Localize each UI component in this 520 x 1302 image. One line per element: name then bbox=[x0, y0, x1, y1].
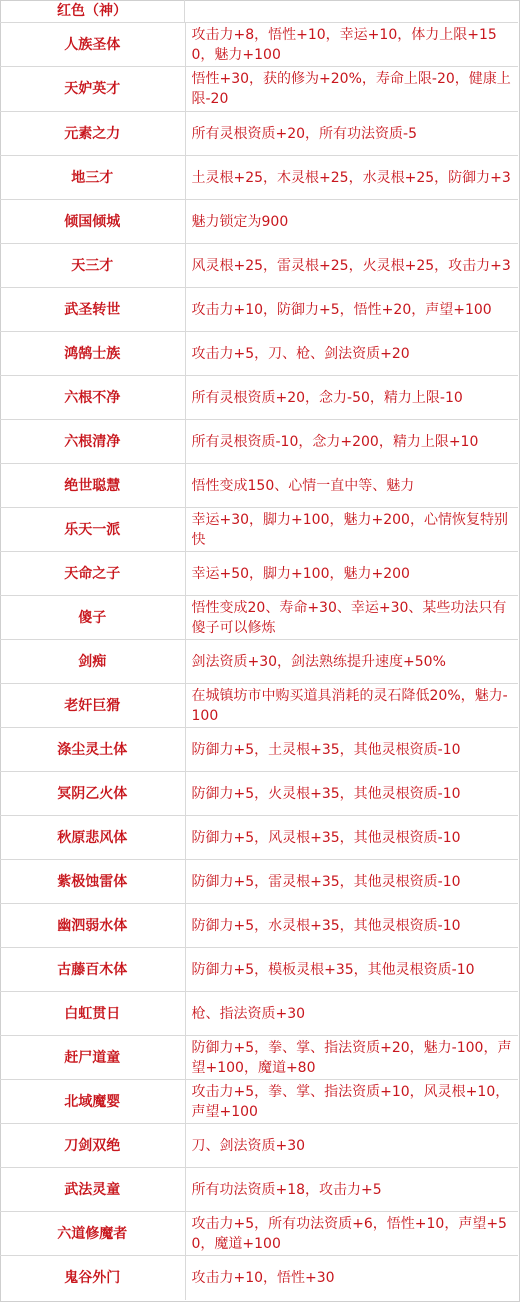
trait-effect: 幸运+50，脚力+100，魅力+200 bbox=[185, 552, 518, 596]
trait-name: 天三才 bbox=[0, 244, 185, 288]
trait-name: 涤尘灵土体 bbox=[0, 728, 185, 772]
trait-name: 赶尸道童 bbox=[0, 1036, 185, 1080]
table-row bbox=[0, 1168, 518, 1212]
trait-effect: 防御力+5，模板灵根+35，其他灵根资质-10 bbox=[185, 948, 518, 992]
trait-effect: 攻击力+10，悟性+30 bbox=[185, 1256, 518, 1300]
trait-effect: 所有功法资质+18，攻击力+5 bbox=[185, 1168, 518, 1212]
trait-effect: 在城镇坊市中购买道具消耗的灵石降低20%，魅力-100 bbox=[185, 684, 518, 728]
trait-name: 天妒英才 bbox=[0, 67, 185, 112]
trait-name: 秋原悲风体 bbox=[0, 816, 185, 860]
table-title: 红色（神） bbox=[0, 0, 185, 22]
trait-name: 武法灵童 bbox=[0, 1168, 185, 1212]
table-row bbox=[0, 772, 518, 816]
table-row bbox=[0, 904, 518, 948]
table-row bbox=[0, 420, 518, 464]
table-row bbox=[0, 1124, 518, 1168]
table-row bbox=[0, 816, 518, 860]
trait-name: 倾国倾城 bbox=[0, 200, 185, 244]
trait-name: 武圣转世 bbox=[0, 288, 185, 332]
table-row bbox=[0, 156, 518, 200]
traits-table bbox=[0, 22, 518, 1300]
table-row bbox=[0, 376, 518, 420]
table-row bbox=[0, 23, 518, 67]
table-row bbox=[0, 596, 518, 640]
table-row bbox=[0, 684, 518, 728]
table-row bbox=[0, 948, 518, 992]
trait-name: 人族圣体 bbox=[0, 23, 185, 67]
trait-name: 北域魔婴 bbox=[0, 1080, 185, 1124]
table-row bbox=[0, 1212, 518, 1256]
trait-effect: 攻击力+10，防御力+5，悟性+20，声望+100 bbox=[185, 288, 518, 332]
table-row bbox=[0, 288, 518, 332]
table-row bbox=[0, 200, 518, 244]
table-row bbox=[0, 992, 518, 1036]
trait-effect: 所有灵根资质+20，所有功法资质-5 bbox=[185, 112, 518, 156]
trait-effect: 幸运+30，脚力+100，魅力+200，心情恢复特别快 bbox=[185, 508, 518, 552]
trait-name: 地三才 bbox=[0, 156, 185, 200]
trait-effect: 所有灵根资质-10，念力+200，精力上限+10 bbox=[185, 420, 518, 464]
trait-effect: 悟性+30，获的修为+20%，寿命上限-20，健康上限-20 bbox=[185, 67, 518, 112]
trait-effect: 攻击力+5，拳、掌、指法资质+10，风灵根+10，声望+100 bbox=[185, 1080, 518, 1124]
trait-effect: 悟性变成150、心情一直中等、魅力 bbox=[185, 464, 518, 508]
trait-effect: 魅力锁定为900 bbox=[185, 200, 518, 244]
trait-effect: 所有灵根资质+20，念力-50，精力上限-10 bbox=[185, 376, 518, 420]
table-row bbox=[0, 860, 518, 904]
trait-name: 绝世聪慧 bbox=[0, 464, 185, 508]
trait-name: 幽泗弱水体 bbox=[0, 904, 185, 948]
trait-name: 六根清净 bbox=[0, 420, 185, 464]
trait-effect: 防御力+5，水灵根+35，其他灵根资质-10 bbox=[185, 904, 518, 948]
trait-name: 傻子 bbox=[0, 596, 185, 640]
trait-name: 六根不净 bbox=[0, 376, 185, 420]
trait-name: 乐天一派 bbox=[0, 508, 185, 552]
trait-name: 刀剑双绝 bbox=[0, 1124, 185, 1168]
trait-effect: 刀、剑法资质+30 bbox=[185, 1124, 518, 1168]
trait-name: 剑痴 bbox=[0, 640, 185, 684]
trait-name: 古藤百木体 bbox=[0, 948, 185, 992]
traits-table-body bbox=[0, 23, 518, 1300]
trait-effect: 防御力+5，雷灵根+35，其他灵根资质-10 bbox=[185, 860, 518, 904]
trait-effect: 攻击力+5，刀、枪、剑法资质+20 bbox=[185, 332, 518, 376]
trait-effect: 土灵根+25，木灵根+25，水灵根+25，防御力+3 bbox=[185, 156, 518, 200]
table-row bbox=[0, 508, 518, 552]
trait-effect: 防御力+5，风灵根+35，其他灵根资质-10 bbox=[185, 816, 518, 860]
table-row bbox=[0, 1256, 518, 1300]
table-row bbox=[0, 464, 518, 508]
trait-effect: 悟性变成20、寿命+30、幸运+30、某些功法只有傻子可以修炼 bbox=[185, 596, 518, 640]
table-row bbox=[0, 640, 518, 684]
table-row bbox=[0, 244, 518, 288]
trait-name: 鸿鹄士族 bbox=[0, 332, 185, 376]
trait-effect: 防御力+5，火灵根+35，其他灵根资质-10 bbox=[185, 772, 518, 816]
table-row bbox=[0, 112, 518, 156]
trait-name: 鬼谷外门 bbox=[0, 1256, 185, 1300]
trait-name: 紫极蚀雷体 bbox=[0, 860, 185, 904]
trait-name: 冥阴乙火体 bbox=[0, 772, 185, 816]
table-row bbox=[0, 552, 518, 596]
table-header bbox=[0, 0, 518, 22]
table-row bbox=[0, 1080, 518, 1124]
trait-name: 白虹贯日 bbox=[0, 992, 185, 1036]
trait-name: 老奸巨猾 bbox=[0, 684, 185, 728]
table-row bbox=[0, 67, 518, 112]
trait-effect: 风灵根+25，雷灵根+25，火灵根+25，攻击力+3 bbox=[185, 244, 518, 288]
table-row bbox=[0, 1036, 518, 1080]
trait-effect: 防御力+5，土灵根+35，其他灵根资质-10 bbox=[185, 728, 518, 772]
trait-name: 六道修魔者 bbox=[0, 1212, 185, 1256]
trait-effect: 剑法资质+30，剑法熟练提升速度+50% bbox=[185, 640, 518, 684]
trait-effect: 枪、指法资质+30 bbox=[185, 992, 518, 1036]
trait-effect: 攻击力+5，所有功法资质+6，悟性+10，声望+50，魔道+100 bbox=[185, 1212, 518, 1256]
trait-effect: 攻击力+8，悟性+10，幸运+10，体力上限+150，魅力+100 bbox=[185, 23, 518, 67]
trait-name: 元素之力 bbox=[0, 112, 185, 156]
trait-effect: 防御力+5，拳、掌、指法资质+20，魅力-100，声望+100，魔道+80 bbox=[185, 1036, 518, 1080]
table-row bbox=[0, 728, 518, 772]
table-row bbox=[0, 332, 518, 376]
trait-name: 天命之子 bbox=[0, 552, 185, 596]
